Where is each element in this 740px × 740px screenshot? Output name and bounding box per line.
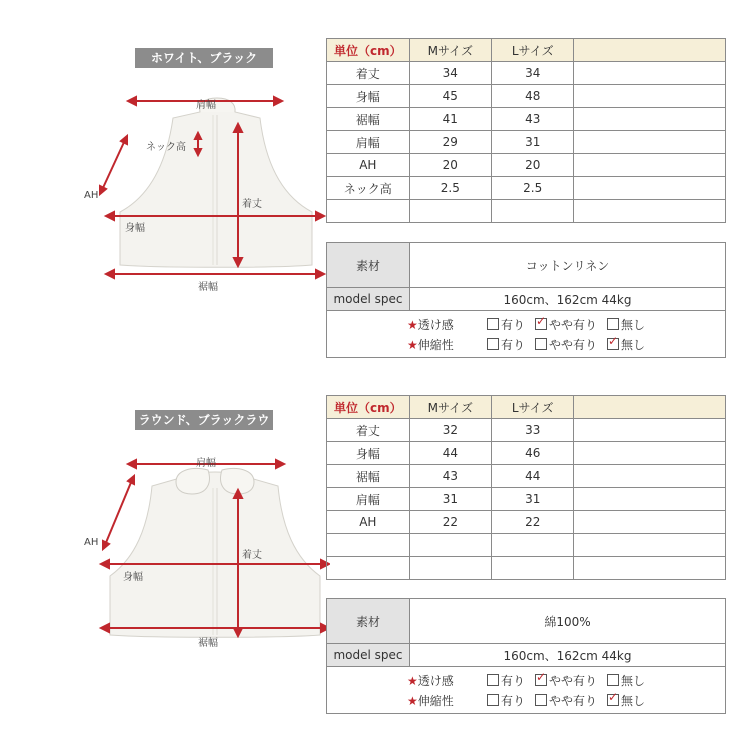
property-label: 透け感 — [417, 317, 454, 332]
row-label: ネック高 — [327, 177, 410, 200]
extra-value — [574, 488, 726, 511]
m-value — [409, 557, 491, 580]
shoulder-label: 肩幅 — [196, 458, 216, 469]
extra-value — [574, 557, 726, 580]
m-value: 2.5 — [409, 177, 491, 200]
table-row — [327, 419, 726, 442]
unit-header: 単位（cm） — [327, 396, 410, 419]
extra-value — [574, 465, 726, 488]
table-row — [327, 108, 726, 131]
option-label: やや有り — [548, 337, 597, 352]
ah-label: AH — [84, 190, 99, 201]
model-spec-value: 160cm、162cm 44kg — [410, 644, 726, 667]
row-label: AH — [327, 154, 410, 177]
l-value: 22 — [492, 511, 574, 534]
option-label: やや有り — [548, 317, 597, 332]
m-value: 22 — [409, 511, 491, 534]
checkbox — [487, 318, 499, 330]
star-icon: ★ — [406, 317, 418, 332]
extra-value — [574, 534, 726, 557]
sheerness-row — [327, 670, 725, 690]
m-value — [409, 534, 491, 557]
shoulder-label: 肩幅 — [196, 100, 216, 111]
checkbox — [487, 338, 499, 350]
option-label: やや有り — [548, 693, 597, 708]
option-label: 無し — [621, 337, 646, 352]
stretch-row — [327, 334, 725, 354]
material-table — [326, 242, 726, 358]
extra-header — [574, 39, 726, 62]
option-label: 有り — [500, 337, 525, 352]
m-value: 34 — [409, 62, 491, 85]
m-value: 44 — [409, 442, 491, 465]
table-row — [327, 62, 726, 85]
l-value: 2.5 — [492, 177, 574, 200]
extra-value — [574, 511, 726, 534]
table-row — [327, 131, 726, 154]
row-label: 肩幅 — [327, 488, 410, 511]
row-label: AH — [327, 511, 410, 534]
l-value: 46 — [492, 442, 574, 465]
properties-cell — [327, 311, 726, 358]
row-label — [327, 534, 410, 557]
star-icon: ★ — [406, 693, 418, 708]
star-icon: ★ — [406, 673, 418, 688]
neck-height-label: ネック高 — [146, 142, 186, 153]
hem-width-label: 裾幅 — [198, 638, 218, 649]
extra-value — [574, 442, 726, 465]
table-row — [327, 534, 726, 557]
variant-label: ホワイト、ブラック — [135, 48, 273, 68]
row-label: 裾幅 — [327, 465, 410, 488]
body-width-label: 身幅 — [123, 572, 143, 583]
table-row — [327, 488, 726, 511]
checkbox-checked — [607, 338, 619, 350]
option-label: 無し — [621, 673, 646, 688]
row-label: 裾幅 — [327, 108, 410, 131]
extra-value — [574, 108, 726, 131]
m-value: 29 — [409, 131, 491, 154]
checkbox — [535, 338, 547, 350]
l-value: 20 — [492, 154, 574, 177]
extra-header — [574, 396, 726, 419]
l-value: 34 — [492, 62, 574, 85]
model-spec-label: model spec — [327, 288, 410, 311]
property-label: 伸縮性 — [417, 337, 454, 352]
table-row — [327, 154, 726, 177]
garment-diagram — [80, 0, 330, 370]
property-label: 透け感 — [417, 673, 454, 688]
model-spec-value: 160cm、162cm 44kg — [410, 288, 726, 311]
row-label: 肩幅 — [327, 131, 410, 154]
option-label: 有り — [500, 317, 525, 332]
star-icon: ★ — [406, 337, 418, 352]
material-table — [326, 598, 726, 714]
m-value: 31 — [409, 488, 491, 511]
option-label: 無し — [621, 317, 646, 332]
material-label: 素材 — [327, 243, 410, 288]
checkbox — [487, 674, 499, 686]
l-value: 31 — [492, 131, 574, 154]
l-size-header: Lサイズ — [492, 396, 574, 419]
model-spec-label: model spec — [327, 644, 410, 667]
checkbox — [607, 674, 619, 686]
length-label: 着丈 — [242, 550, 262, 561]
m-value — [409, 200, 491, 223]
checkbox-checked — [607, 694, 619, 706]
checkbox — [487, 694, 499, 706]
option-label: 有り — [500, 673, 525, 688]
vest-illustration — [80, 370, 330, 740]
extra-value — [574, 85, 726, 108]
m-value: 32 — [409, 419, 491, 442]
size-section-2 — [0, 370, 740, 740]
m-size-header: Mサイズ — [409, 396, 491, 419]
l-value: 31 — [492, 488, 574, 511]
l-value: 33 — [492, 419, 574, 442]
m-size-header: Mサイズ — [409, 39, 491, 62]
row-label: 着丈 — [327, 419, 410, 442]
variant-label: ラウンド、ブラックラウンド — [135, 410, 273, 430]
size-table-header — [327, 39, 726, 62]
property-label: 伸縮性 — [417, 693, 454, 708]
length-label: 着丈 — [242, 199, 262, 210]
checkbox — [607, 318, 619, 330]
table-row — [327, 511, 726, 534]
row-label: 身幅 — [327, 442, 410, 465]
m-value: 41 — [409, 108, 491, 131]
properties-cell — [327, 667, 726, 714]
table-row — [327, 200, 726, 223]
l-size-header: Lサイズ — [492, 39, 574, 62]
garment-diagram — [80, 370, 330, 740]
table-row — [327, 465, 726, 488]
m-value: 45 — [409, 85, 491, 108]
m-value: 20 — [409, 154, 491, 177]
option-label: 有り — [500, 693, 525, 708]
row-label: 身幅 — [327, 85, 410, 108]
table-row — [327, 557, 726, 580]
row-label — [327, 200, 410, 223]
extra-value — [574, 131, 726, 154]
extra-value — [574, 177, 726, 200]
checkbox-checked — [535, 674, 547, 686]
unit-header: 単位（cm） — [327, 39, 410, 62]
sheerness-row — [327, 314, 725, 334]
m-value: 43 — [409, 465, 491, 488]
material-value: 綿100% — [410, 599, 726, 644]
body-width-label: 身幅 — [125, 223, 145, 234]
vest-illustration — [80, 0, 330, 370]
extra-value — [574, 154, 726, 177]
extra-value — [574, 62, 726, 85]
l-value: 48 — [492, 85, 574, 108]
size-table — [326, 395, 726, 580]
extra-value — [574, 200, 726, 223]
checkbox-checked — [535, 318, 547, 330]
stretch-row — [327, 690, 725, 710]
option-label: 無し — [621, 693, 646, 708]
checkbox — [535, 694, 547, 706]
l-value: 44 — [492, 465, 574, 488]
table-row — [327, 177, 726, 200]
ah-label: AH — [84, 537, 99, 548]
table-row — [327, 85, 726, 108]
l-value: 43 — [492, 108, 574, 131]
extra-value — [574, 419, 726, 442]
row-label: 着丈 — [327, 62, 410, 85]
row-label — [327, 557, 410, 580]
size-table-header — [327, 396, 726, 419]
l-value — [492, 557, 574, 580]
material-label: 素材 — [327, 599, 410, 644]
l-value — [492, 200, 574, 223]
option-label: やや有り — [548, 673, 597, 688]
size-table — [326, 38, 726, 223]
material-value: コットンリネン — [410, 243, 726, 288]
l-value — [492, 534, 574, 557]
hem-width-label: 裾幅 — [198, 282, 218, 293]
table-row — [327, 442, 726, 465]
